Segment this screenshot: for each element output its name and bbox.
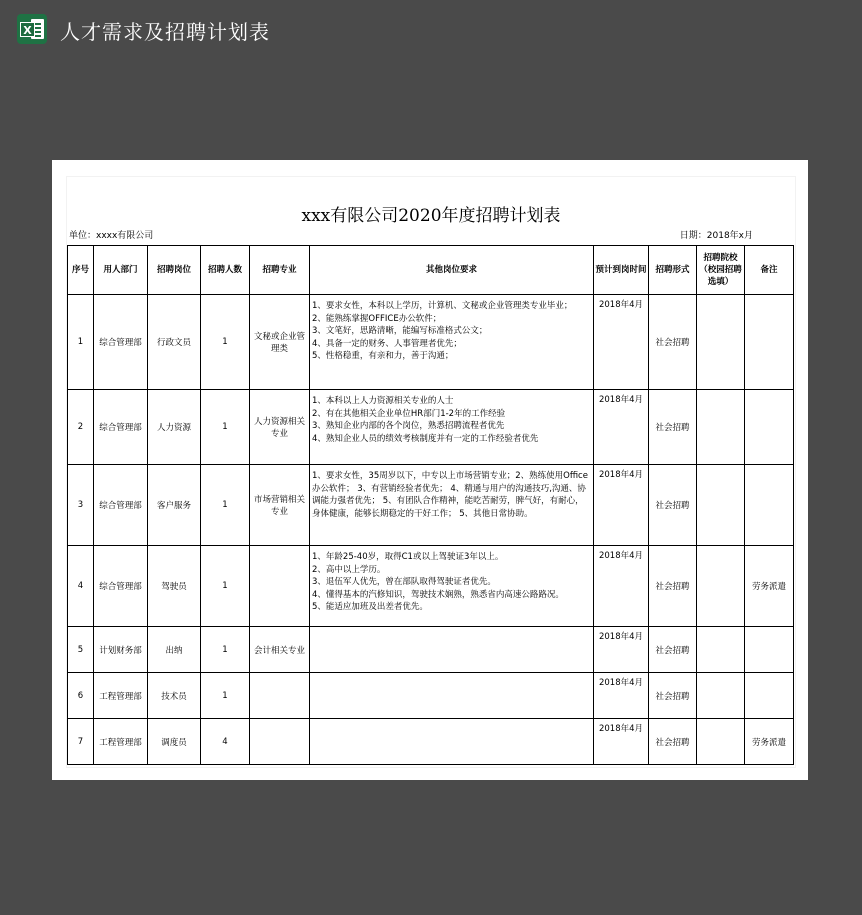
position-cell: 客户服务 (148, 465, 201, 546)
position-cell: 技术员 (148, 673, 201, 719)
requirement-line: 3、退伍军人优先，曾在部队取得驾驶证者优先。 (312, 577, 496, 587)
row-number: 3 (68, 465, 94, 546)
column-header: 序号 (68, 246, 94, 295)
recruit-form-cell: 社会招聘 (649, 546, 697, 627)
school-cell (697, 390, 745, 465)
row-number: 2 (68, 390, 94, 465)
department-cell: 工程管理部 (94, 673, 148, 719)
major-cell: 会计相关专业 (250, 627, 310, 673)
requirements-cell (310, 465, 594, 546)
department-cell: 计划财务部 (94, 627, 148, 673)
table-header-row (68, 246, 794, 295)
requirements-cell (310, 390, 594, 465)
department-cell: 综合管理部 (94, 465, 148, 546)
requirements-cell (310, 295, 594, 390)
position-cell: 行政文员 (148, 295, 201, 390)
recruitment-plan-table (67, 245, 794, 765)
requirement-line: 1、要求女性，35周岁以下，中专以上市场营销专业；2、熟练使用Office办公软件； 3、有营销经验者优先； 4、精通与用户的沟通技巧,沟通、协调能力强者优先； 5、有团队合作精神，能吃苦耐劳，脾气好，有耐心，身体健康，能够长期稳定的干好工作； 5、其他日常协助。 (312, 471, 588, 519)
requirement-line: 3、熟知企业内部的各个岗位，熟悉招聘流程者优先 (312, 421, 505, 431)
position-cell: 人力资源 (148, 390, 201, 465)
requirement-line: 4、熟知企业人员的绩效考核制度并有一定的工作经验者优先 (312, 433, 539, 444)
requirements-cell (310, 719, 594, 765)
note-cell: 劳务派遣 (745, 719, 794, 765)
headcount-cell: 1 (201, 390, 250, 465)
recruit-form-cell: 社会招聘 (649, 465, 697, 546)
column-header: 招聘院校（校园招聘选填） (697, 246, 745, 295)
note-cell: 劳务派遣 (745, 546, 794, 627)
requirement-line: 5、能适应加班及出差者优先。 (312, 602, 428, 612)
department-cell: 综合管理部 (94, 295, 148, 390)
table-row (68, 627, 794, 673)
column-header: 招聘人数 (201, 246, 250, 295)
position-cell: 调度员 (148, 719, 201, 765)
headcount-cell: 1 (201, 627, 250, 673)
document-title: xxx有限公司2020年度招聘计划表 (301, 206, 561, 226)
table-row (68, 719, 794, 765)
note-cell (745, 627, 794, 673)
requirements-cell (310, 673, 594, 719)
arrival-time-cell: 2018年4月 (594, 390, 649, 465)
arrival-time-cell: 2018年4月 (594, 719, 649, 765)
department-cell: 工程管理部 (94, 719, 148, 765)
major-cell (250, 673, 310, 719)
department-cell: 综合管理部 (94, 546, 148, 627)
arrival-time-cell: 2018年4月 (594, 627, 649, 673)
school-cell (697, 719, 745, 765)
position-cell: 出纳 (148, 627, 201, 673)
unit-label: 单位：xxxx有限公司 (69, 231, 154, 241)
requirement-line: 2、能熟练掌握OFFICE办公软件； (312, 313, 442, 324)
table-row (68, 546, 794, 627)
school-cell (697, 673, 745, 719)
major-cell: 文秘或企业管理类 (250, 295, 310, 390)
column-header: 招聘岗位 (148, 246, 201, 295)
table-row (68, 295, 794, 390)
arrival-time-cell: 2018年4月 (594, 465, 649, 546)
column-header: 备注 (745, 246, 794, 295)
major-cell (250, 719, 310, 765)
requirement-line: 1、要求女性，本科以上学历，计算机、文秘或企业管理类专业毕业； (312, 301, 573, 311)
row-number: 5 (68, 627, 94, 673)
app-header (0, 0, 862, 60)
requirement-line: 2、有在其他相关企业单位HR部门1-2年的工作经验 (312, 408, 506, 419)
column-header: 招聘专业 (250, 246, 310, 295)
excel-icon: X (17, 14, 47, 44)
requirement-line: 5、性格稳重，有亲和力，善于沟通； (312, 351, 454, 361)
column-header: 其他岗位要求 (310, 246, 594, 295)
position-cell: 驾驶员 (148, 546, 201, 627)
headcount-cell: 1 (201, 673, 250, 719)
recruit-form-cell: 社会招聘 (649, 295, 697, 390)
major-cell: 人力资源相关专业 (250, 390, 310, 465)
row-number: 1 (68, 295, 94, 390)
table-row (68, 673, 794, 719)
page-title: 人才需求及招聘计划表 (60, 20, 270, 44)
row-number: 7 (68, 719, 94, 765)
recruit-form-cell: 社会招聘 (649, 673, 697, 719)
table-row (68, 465, 794, 546)
requirement-line: 4、具备一定的财务、人事管理者优先； (312, 338, 462, 349)
row-number: 6 (68, 673, 94, 719)
recruit-form-cell: 社会招聘 (649, 390, 697, 465)
requirements-cell (310, 627, 594, 673)
school-cell (697, 627, 745, 673)
school-cell (697, 465, 745, 546)
school-cell (697, 295, 745, 390)
requirements-cell (310, 546, 594, 627)
requirement-line: 4、懂得基本的汽修知识，驾驶技术娴熟，熟悉省内高速公路路况。 (312, 589, 564, 600)
major-cell (250, 546, 310, 627)
requirement-line: 1、本科以上人力资源相关专业的人士 (312, 396, 454, 406)
date-label: 日期：2018年x月 (679, 231, 753, 241)
recruit-form-cell: 社会招聘 (649, 627, 697, 673)
row-number: 4 (68, 546, 94, 627)
headcount-cell: 4 (201, 719, 250, 765)
column-header: 用人部门 (94, 246, 148, 295)
table-row (68, 390, 794, 465)
column-header: 预计到岗时间 (594, 246, 649, 295)
note-cell (745, 673, 794, 719)
arrival-time-cell: 2018年4月 (594, 546, 649, 627)
requirement-line: 1、年龄25-40岁，取得C1或以上驾驶证3年以上。 (312, 552, 504, 562)
column-header: 招聘形式 (649, 246, 697, 295)
department-cell: 综合管理部 (94, 390, 148, 465)
requirement-line: 3、文笔好，思路清晰，能编写标准格式公文； (312, 326, 488, 336)
note-cell (745, 295, 794, 390)
sheet-area (66, 176, 796, 768)
headcount-cell: 1 (201, 465, 250, 546)
note-cell (745, 465, 794, 546)
spreadsheet-page (52, 160, 808, 780)
arrival-time-cell: 2018年4月 (594, 295, 649, 390)
requirement-line: 2、高中以上学历。 (312, 564, 386, 575)
note-cell (745, 390, 794, 465)
headcount-cell: 1 (201, 295, 250, 390)
arrival-time-cell: 2018年4月 (594, 673, 649, 719)
school-cell (697, 546, 745, 627)
major-cell: 市场营销相关专业 (250, 465, 310, 546)
headcount-cell: 1 (201, 546, 250, 627)
recruit-form-cell: 社会招聘 (649, 719, 697, 765)
